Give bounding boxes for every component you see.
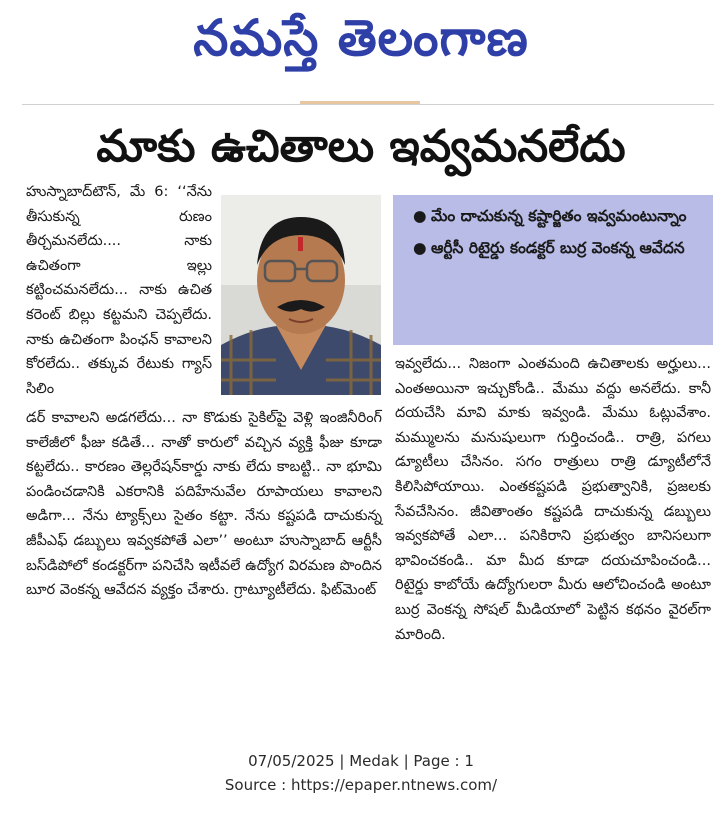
key-point-item: ● మేం దాచుకున్న కష్టార్జితం ఇవ్వమంటున్నాం [413, 203, 705, 229]
person-photo [221, 195, 381, 395]
header-accent [300, 101, 420, 104]
masthead-logo: నమస్తే తెలంగాణ [193, 9, 529, 67]
footer-page: Page : 1 [413, 752, 474, 770]
footer-separator: | [403, 752, 409, 770]
article-headline: మాకు ఉచితాలు ఇవ్వమనలేదు [96, 121, 626, 172]
bullet-icon: ● [413, 239, 427, 257]
key-points-box [393, 195, 713, 345]
header-divider [22, 104, 714, 105]
masthead [0, 0, 722, 100]
footer-date: 07/05/2025 [248, 752, 335, 770]
article-column-1-continued: డర్ కావాలని అడగలేదు... నా కొడుకు సైకిల్‌పై వెళ్లి ఇంజినీరింగ్ కాలేజీలో ఫీజు కడితే... నాతో కారులో వచ్చిన వ్యక్తి ఫీజు కూడా కట్టలేదు.. కారణం తెల్లరేషన్‌కార్డు నాకు లేదు కాబట్టి.. నా భూమి పండించడానికి ఎకరానికి పదిహేనువేల రూపాయలు కావాలని అడిగా... నేను ట్యాక్స్‌లు సైతం కట్టా. నేను కష్టపడి దాచుకున్న జీపీఎఫ్ డబ్బులు ఇవ్వకపోతే ఎలా’’ అంటూ హుస్నాబాద్ ఆర్టీసీ బస్‌డిపోలో కండక్టర్‌గా పనిచేసి ఇటీవలే ఉద్యోగ విరమణ పొందిన బూర వెంకన్న ఆవేదన వ్యక్తం చేశారు. గ్రాట్యూటీలేదు. ఫిట్‌మెంట్ [26, 410, 382, 599]
bullet-icon: ● [413, 207, 427, 225]
footer-edition: Medak [349, 752, 399, 770]
article-column-1: హుస్నాబాద్‌టౌన్, మే 6: ‘‘నేను తీసుకున్న రుణం తీర్చమనలేదు.... నాకు ఉచితంగా ఇల్లు కట్టించమనలేదు... నాకు ఉచిత కరెంట్ బిల్లు కట్టమని చెప్పలేదు. నాకు ఉచితంగా పింఛన్ కావాలని కోరలేదు.. తక్కువ రేటుకు గ్యాస్ సిలిం [26, 184, 212, 397]
footer-edition-line [0, 752, 722, 770]
footer-separator: | [339, 752, 345, 770]
footer-source: Source : https://epaper.ntnews.com/ [224, 776, 498, 794]
key-point-item: ● ఆర్టీసీ రిటైర్డు కండక్టర్ బుర్ర వెంకన్న ఆవేదన [413, 235, 705, 261]
article-column-2: ఇవ్వలేదు... నిజంగా ఎంతమంది ఉచితాలకు అర్హులు... ఎంతఅయినా ఇచ్చుకోండి.. మేము వద్దు అనలేదు. కానీ దయచేసి మావి మాకు ఇవ్వండి. మేము ఓట్లువేశాం. మమ్ములను మనుషులుగా గుర్తించండి.. రాత్రి, పగలు డ్యూటీలు చేసినం. సగం రాత్రులు రాత్రి డ్యూటీలోనే కిలిసిపోయాయి. ఎంతకష్టపడి ప్రభుత్వానికి, ప్రజలకు సేవచేసినం. జీవితాంతం కష్టపడి దాచుకున్న డబ్బులు ఇవ్వకపోతే ఎలా... పనికిరాని ప్రభుత్వం బానిసలుగా భావించకండి.. మా మీద కూడా దయచూపించండి... రిటైర్డు కాబోయే ఉద్యోగులరా మీరు ఆలోచించండి అంటూ బుర్ర వెంకన్న సోషల్ మీడియాలో పెట్టిన కథనం వైరల్‌గా మారింది. [395, 356, 711, 643]
